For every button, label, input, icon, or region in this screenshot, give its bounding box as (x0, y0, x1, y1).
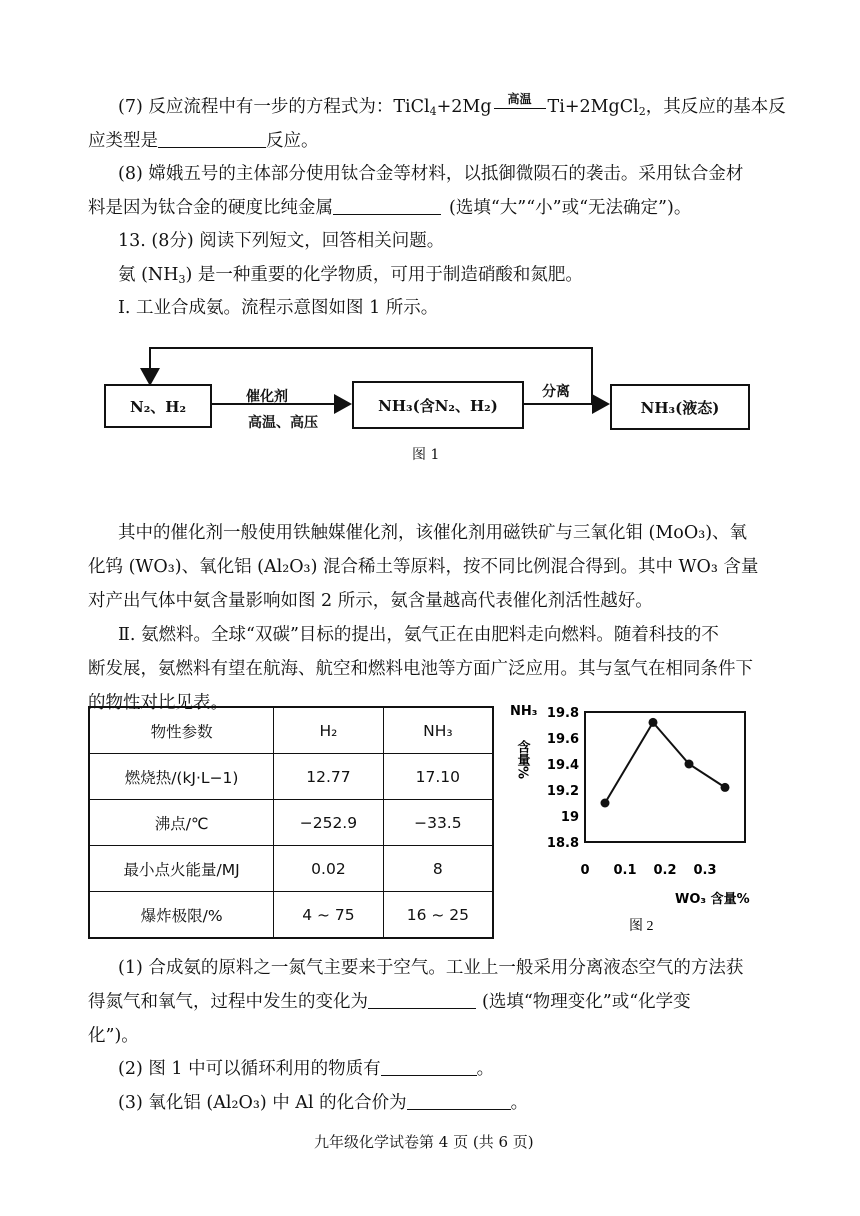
box-nh3-liquid: NH₃(液态) (610, 384, 750, 430)
data-point (721, 783, 730, 792)
x-tick-label: 0.3 (693, 863, 717, 878)
property-comparison-table (88, 706, 494, 939)
q7-line2-text: 应类型是 (88, 131, 158, 151)
chart-xlabel: WO₃ 含量% (675, 892, 750, 907)
q13-intro-text: 氨 (NH (118, 265, 179, 285)
q7-products: Ti+2MgCl (547, 97, 639, 117)
table-row (89, 846, 493, 892)
y-tick-label: 18.8 (546, 836, 579, 851)
q7-reactant-ticl: TiCl (393, 97, 430, 117)
arrow1-bottom-label: 高温、高压 (248, 415, 318, 431)
para2-line3: 的物性对比见表。 (88, 693, 228, 713)
x-tick-label: 0.1 (613, 863, 637, 878)
box-n2-h2: N₂、H₂ (104, 384, 212, 428)
reaction-condition: 高温 (507, 92, 532, 106)
page-footer: 九年级化学试卷第 4 页 (共 6 页) (314, 1133, 534, 1151)
table-header-cell: NH₃ (383, 707, 493, 754)
table-cell: 沸点/℃ (89, 800, 274, 846)
y-tick-label: 19.6 (546, 732, 579, 747)
q2-end: 。 (476, 1059, 495, 1079)
x-tick-label: 0 (580, 863, 590, 878)
table-cell: 12.77 (274, 754, 384, 800)
y-tick-label: 19 (560, 810, 579, 825)
q1-answer-blank[interactable] (368, 990, 476, 1009)
q13-title: 13. (8分) 阅读下列短文，回答相关问题。 (118, 231, 445, 251)
table-cell: 16 ~ 25 (383, 892, 493, 939)
arrow2-top-label: 分离 (542, 384, 570, 400)
q7-suffix: ，其反应的基本反 (645, 97, 786, 117)
q1-line2 (88, 990, 691, 1014)
q13-intro-sub: 3 (178, 273, 186, 286)
table-header-row (89, 707, 493, 754)
table-cell: −252.9 (274, 800, 384, 846)
x-tick-label: 0.2 (653, 863, 677, 878)
box-nh3-mixture: NH₃(含N₂、H₂) (352, 381, 524, 429)
table-row (89, 800, 493, 846)
para1-line3: 对产出气体中氨含量影响如图 2 所示，氨含量越高代表催化剂活性越好。 (88, 591, 653, 611)
arrow1-top-label: 催化剂 (246, 389, 288, 405)
para1-line1: 其中的催化剂一般使用铁触媒催化剂，该催化剂用磁铁矿与三氧化钼 (MoO₃)、氧 (118, 523, 748, 543)
wo3-nh3-chart (505, 700, 805, 940)
table-cell: −33.5 (383, 800, 493, 846)
q7-line2-end: 反应。 (266, 131, 319, 151)
q3-end: 。 (510, 1093, 529, 1113)
q13-intro-end: ) 是一种重要的化学物质，可用于制造硝酸和氮肥。 (185, 265, 583, 285)
data-point (601, 799, 610, 808)
q8-line2-end: (选填“大”“小”或“无法确定”)。 (449, 198, 692, 218)
table-header-cell: H₂ (274, 707, 384, 754)
y-tick-label: 19.4 (546, 758, 579, 773)
q3-text: (3) 氧化铝 (Al₂O₃) 中 Al 的化合价为 (118, 1093, 407, 1113)
table-cell: 燃烧热/(kJ·L−1) (89, 754, 274, 800)
q7-prefix: (7) 反应流程中有一步的方程式为： (118, 97, 394, 117)
table-row (89, 892, 493, 939)
q3-line (118, 1091, 528, 1115)
table-cell: 爆炸极限/% (89, 892, 274, 939)
q7-sub-2: 2 (638, 105, 646, 118)
figure2-caption: 图 2 (629, 919, 654, 934)
plot-frame (585, 712, 745, 842)
para2-line2: 断发展，氨燃料有望在航海、航空和燃料电池等方面广泛应用。其与氢气在相同条件下 (88, 659, 753, 679)
y-tick-label: 19.2 (546, 784, 579, 799)
table-cell: 8 (383, 846, 493, 892)
q7-reactant-mg: +2Mg (436, 97, 492, 117)
table-header-cell: 物性参数 (89, 707, 274, 754)
y-tick-label: 19.8 (546, 706, 579, 721)
table-cell: 0.02 (274, 846, 384, 892)
chart-ylabel-rest: 含量% (514, 740, 530, 780)
data-point (649, 718, 658, 727)
q2-answer-blank[interactable] (381, 1057, 477, 1076)
table-row (89, 754, 493, 800)
q7-sub-4: 4 (429, 105, 437, 118)
series-line (605, 722, 725, 803)
section1-title: Ⅰ. 工业合成氨。流程示意图如图 1 所示。 (118, 298, 439, 318)
table-cell: 17.10 (383, 754, 493, 800)
q1-line3: 化”)。 (88, 1026, 139, 1046)
table-cell: 4 ~ 75 (274, 892, 384, 939)
figure1-caption: 图 1 (412, 447, 440, 463)
data-point (685, 760, 694, 769)
q1-line1: (1) 合成氨的原料之一氮气主要来于空气。工业上一般采用分离液态空气的方法获 (118, 958, 744, 978)
q1-line2-end: (选填“物理变化”或“化学变 (482, 992, 691, 1012)
flow-arrows (0, 0, 860, 440)
para1-line2: 化钨 (WO₃)、氧化铝 (Al₂O₃) 混合稀土等原料，按不同比例混合得到。其中 WO₃ 含量 (88, 557, 759, 577)
q2-text: (2) 图 1 中可以循环利用的物质有 (118, 1059, 381, 1079)
q1-line2-text: 得氮气和氧气，过程中发生的变化为 (88, 992, 368, 1012)
q8-line1: (8) 嫦娥五号的主体部分使用钛合金等材料，以抵御微陨石的袭击。采用钛合金材 (118, 164, 744, 184)
para2-line1: Ⅱ. 氨燃料。全球“双碳”目标的提出，氨气正在由肥料走向燃料。随着科技的不 (118, 625, 719, 645)
q2-line (118, 1057, 494, 1081)
chart-ylabel-nh3: NH₃ (510, 704, 538, 719)
q8-line2-text: 料是因为钛合金的硬度比纯金属 (88, 198, 333, 218)
table-cell: 最小点火能量/MJ (89, 846, 274, 892)
q3-answer-blank[interactable] (407, 1091, 511, 1110)
